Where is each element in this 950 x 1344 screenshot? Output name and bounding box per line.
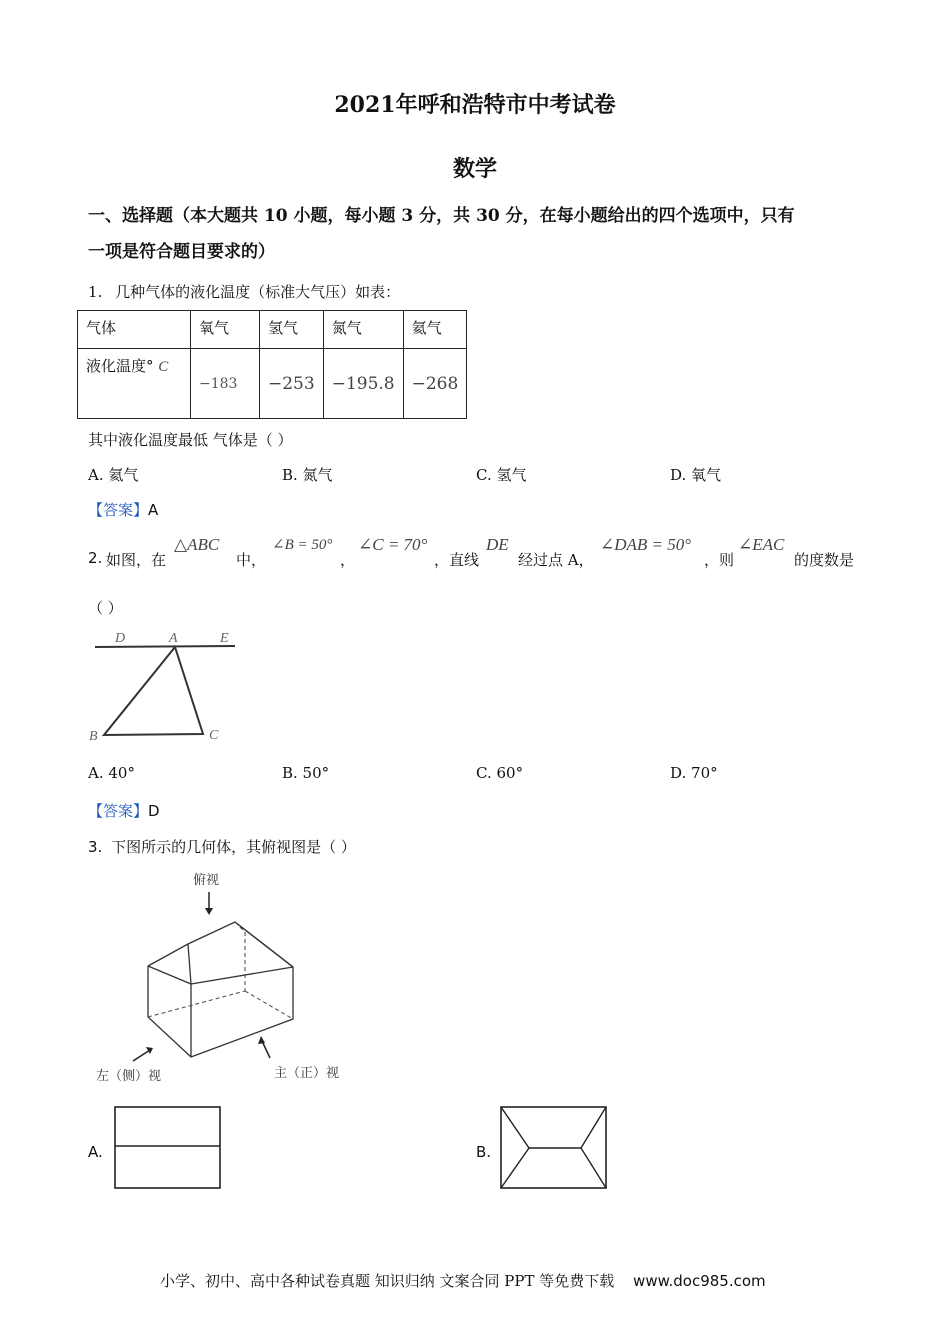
q2-text: 如图，在 — [106, 551, 167, 569]
q2-option-c: C. 60° — [476, 764, 524, 782]
solid-edges — [148, 922, 293, 1057]
table-cell: −268 — [403, 349, 467, 419]
q1-stem — [88, 281, 400, 302]
q3-number: 3. — [88, 838, 103, 856]
q2-answer — [88, 800, 160, 821]
label-d: D — [115, 631, 126, 646]
arrow-front — [262, 1041, 270, 1058]
solid-figure — [90, 866, 360, 1086]
q2-text: 中， — [236, 551, 267, 569]
answer-value: D — [148, 802, 160, 820]
table-row-label — [78, 349, 191, 419]
q1-number: 1. — [88, 283, 103, 301]
table-header-cell: 气体 — [78, 311, 191, 349]
arrow-left-head — [146, 1047, 153, 1054]
q3-stem-text: 下图所示的几何体，其俯视图是（ ） — [111, 838, 356, 856]
section-heading — [88, 198, 795, 270]
q3-option-a-figure — [113, 1105, 223, 1191]
answer-label: 【答案】 — [88, 501, 149, 519]
table-header-cell: 氢气 — [260, 311, 324, 349]
arrow-front-head — [258, 1036, 265, 1044]
row-label-text: 液化温度° — [86, 357, 154, 375]
answer-label: 【答案】 — [88, 802, 149, 820]
page-subtitle: 数学 — [452, 156, 497, 182]
page-title: 2021年呼和浩特市中考试卷 — [334, 92, 616, 118]
table-cell: −195.8 — [323, 349, 403, 419]
table-row — [78, 311, 467, 349]
q2-option-a: A. 40° — [88, 764, 135, 782]
table-header-cell: 氦气 — [403, 311, 467, 349]
footer-url[interactable]: www.doc985.com — [633, 1272, 766, 1290]
q2-text: 经过点 A， — [518, 551, 594, 569]
q2-option-b: B. 50° — [282, 764, 330, 782]
q2-text: 的度数是 — [794, 551, 855, 569]
q2-paren: （ ） — [88, 599, 123, 617]
answer-value: A — [148, 501, 159, 519]
q2-option-d: D. 70° — [670, 764, 718, 782]
label-a: A — [169, 631, 178, 646]
section-heading-line2: 一项是符合题目要求的） — [88, 242, 275, 262]
table-row — [78, 349, 467, 419]
q2-text: ，直线 — [434, 551, 480, 569]
table-header-cell: 氧气 — [191, 311, 260, 349]
label-left-view: 左（侧）视 — [96, 1069, 162, 1084]
gas-table — [77, 310, 467, 419]
q2-math-angle-dab: ∠DAB = 50° — [600, 535, 692, 554]
q2-stem — [88, 537, 878, 573]
table-cell: −183 — [191, 349, 260, 419]
q2-math-angle-c: ∠C = 70° — [358, 535, 428, 554]
q3-stem — [88, 836, 356, 857]
q3-option-b-figure — [499, 1105, 609, 1191]
q1-option-b: B. 氮气 — [282, 466, 333, 484]
q1-option-a: A. 氦气 — [88, 466, 139, 484]
q2-math-triangle: △ABC — [174, 535, 220, 554]
section-heading-line1: 一、选择题（本大题共 10 小题，每小题 3 分，共 30 分，在每小题给出的四个选项中，只有 — [88, 206, 795, 226]
q1-answer — [88, 499, 158, 520]
q2-math-line: DE — [486, 535, 509, 554]
label-b: B — [89, 729, 98, 744]
table-cell: −253 — [260, 349, 324, 419]
q1-stem-text: 几种气体的液化温度（标准大气压）如表： — [115, 283, 401, 301]
footer-text: 小学、初中、高中各种试卷真题 知识归纳 文案合同 PPT 等免费下载 — [160, 1272, 615, 1290]
footer — [160, 1270, 766, 1291]
label-top-view: 俯视 — [193, 873, 220, 888]
triangle-figure — [85, 626, 245, 750]
label-e: E — [220, 631, 229, 646]
label-front-view: 主（正）视 — [274, 1066, 340, 1081]
q2-text: ，则 — [704, 551, 735, 569]
q2-math-angle-b: ∠B = 50° — [272, 537, 333, 553]
q1-option-d: D. 氧气 — [670, 466, 722, 484]
q2-text: ， — [340, 551, 356, 569]
table-header-cell: 氮气 — [323, 311, 403, 349]
q3-option-b-label: B. — [476, 1143, 492, 1161]
q3-option-a-label: A. — [88, 1143, 103, 1161]
label-c: C — [209, 728, 219, 743]
arrow-top-head — [205, 908, 213, 915]
q2-math-angle-eac: ∠EAC — [738, 535, 785, 554]
arrow-left — [133, 1050, 150, 1061]
q1-option-c: C. 氢气 — [476, 466, 527, 484]
line-de — [95, 646, 235, 647]
q1-question: 其中液化温度最低 气体是（ ） — [88, 431, 293, 449]
q2-number: 2. — [88, 549, 103, 567]
row-label-unit: C — [158, 359, 169, 375]
triangle-abc — [104, 647, 203, 735]
